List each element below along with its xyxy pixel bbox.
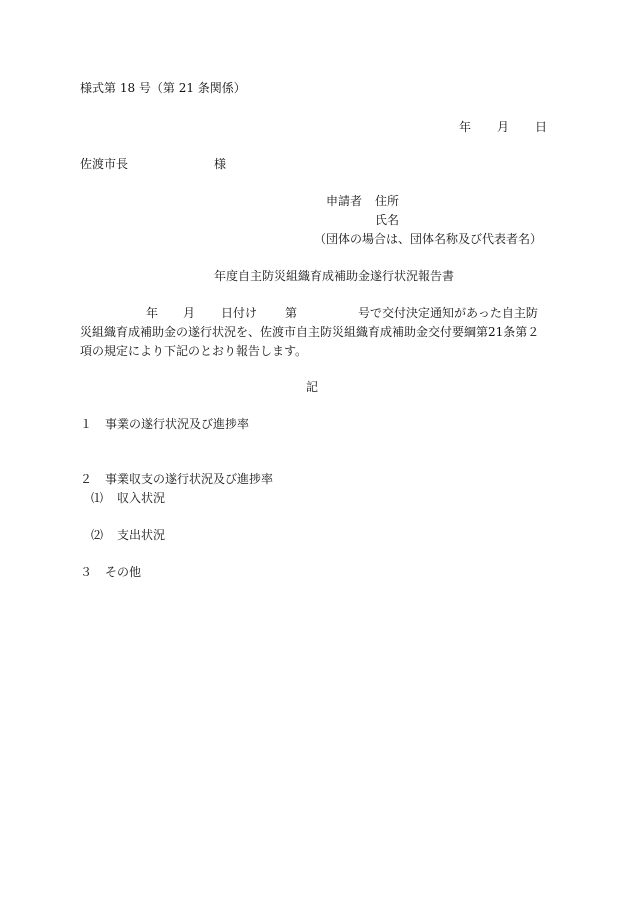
subsection-2-number: ⑵	[91, 528, 104, 542]
date-month-label: 月	[497, 120, 510, 134]
form-number: 様式第 18 号（第 21 条関係）	[80, 81, 246, 95]
section-3-number: ３	[80, 565, 93, 579]
body-month-label: 月	[183, 306, 196, 320]
document-title: 年度自主防災組織育成補助金遂行状況報告書	[214, 269, 455, 283]
applicant-address-label: 住所	[375, 194, 400, 208]
body-line1-rest: 号で交付決定通知があった自主防	[358, 306, 538, 320]
ki-heading: 記	[306, 380, 319, 394]
subsection-1-number: ⑴	[91, 491, 104, 505]
subsection-2-label: 支出状況	[117, 528, 166, 542]
body-line3: 項の規定により下記のとおり報告します。	[80, 344, 308, 358]
body-line2: 災組織育成補助金の遂行状況を、佐渡市自主防災組織育成補助金交付要綱第21条第２	[80, 325, 540, 339]
section-2-label: 事業収支の遂行状況及び進捗率	[105, 472, 274, 486]
subsection-1-label: 収入状況	[117, 491, 166, 505]
applicant-name-label: 氏名	[375, 213, 400, 227]
body-year-label: 年	[146, 306, 159, 320]
body-number-prefix: 第	[285, 306, 298, 320]
applicant-label: 申請者	[326, 194, 363, 208]
date-day-label: 日	[535, 120, 548, 134]
addressee-honorific: 様	[214, 157, 227, 171]
section-3-label: その他	[105, 565, 142, 579]
addressee-name: 佐渡市長	[80, 157, 129, 171]
body-dated-label: 日付け	[221, 306, 258, 320]
section-1-number: １	[80, 417, 93, 431]
date-year-label: 年	[459, 120, 472, 134]
applicant-group-note: （団体の場合は、団体名称及び代表者名）	[314, 232, 543, 246]
section-1-label: 事業の遂行状況及び進捗率	[105, 417, 250, 431]
section-2-number: ２	[80, 472, 93, 486]
